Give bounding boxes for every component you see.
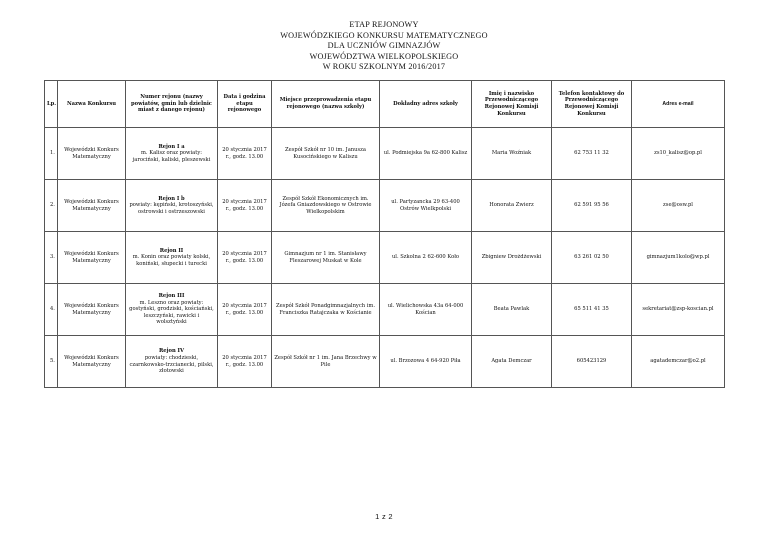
region-title: Rejon I b [158, 195, 185, 202]
cell-contest: Wojewódzki Konkurs Matematyczny [58, 336, 126, 388]
cell-chair: Agata Demczar [472, 336, 552, 388]
title-line: WOJEWÓDZTWA WIELKOPOLSKIEGO [309, 51, 459, 61]
cell-venue: Zespół Szkół Ponadgimnazjalnych im. Franciszka Ratajczaka w Kościanie [272, 284, 380, 336]
region-desc: powiaty: chodzieski, czarnkowsko-trzcianecki, pilski, złotowski [129, 354, 214, 375]
cell-address: ul. Wielichowska 43a 64-000 Kościan [380, 284, 472, 336]
cell-region [126, 336, 218, 388]
cell-phone: 605423129 [552, 336, 632, 388]
cell-date: 20 stycznia 2017 r., godz. 13.00 [218, 336, 272, 388]
table-row [45, 232, 725, 284]
header-lp: Lp. [45, 81, 58, 128]
cell-venue: Zespół Szkół nr 1 im. Jana Brzechwy w Pile [272, 336, 380, 388]
cell-lp: 5. [45, 336, 58, 388]
cell-address: ul. Szkolna 2 62-600 Koło [380, 232, 472, 284]
cell-contest: Wojewódzki Konkurs Matematyczny [58, 232, 126, 284]
cell-region [126, 284, 218, 336]
header-region: Numer rejonu (nazwy powiatów, gmin lub dzielnic miast z danego rejonu) [126, 81, 218, 128]
cell-venue: Gimnazjum nr 1 im. Stanisławy Fleszarowej Muskat w Kole [272, 232, 380, 284]
cell-date: 20 stycznia 2017 r., godz. 13.00 [218, 180, 272, 232]
title-line: WOJEWÓDZKIEGO KONKURSU MATEMATYCZNEGO [280, 30, 488, 40]
cell-date: 20 stycznia 2017 r., godz. 13.00 [218, 128, 272, 180]
table-row [45, 336, 725, 388]
cell-contest: Wojewódzki Konkurs Matematyczny [58, 180, 126, 232]
document-title [0, 20, 768, 73]
cell-contest: Wojewódzki Konkurs Matematyczny [58, 128, 126, 180]
cell-lp: 4. [45, 284, 58, 336]
title-line: ETAP REJONOWY [349, 20, 419, 29]
cell-region [126, 232, 218, 284]
cell-address: ul. Podmiejska 9a 62-800 Kalisz [380, 128, 472, 180]
page-indicator: 1 z 2 [375, 512, 393, 521]
cell-address: ul. Partyzancka 29 63-400 Ostrów Wielkpolski [380, 180, 472, 232]
header-date: Data i godzina etapu rejonowego [218, 81, 272, 128]
cell-venue: Zespół Szkół nr 10 im. Janusza Kusocińskiego w Kaliszu [272, 128, 380, 180]
cell-lp: 1. [45, 128, 58, 180]
cell-email: agatademczar@o2.pl [632, 336, 725, 388]
cell-region [126, 128, 218, 180]
cell-contest: Wojewódzki Konkurs Matematyczny [58, 284, 126, 336]
cell-lp: 2. [45, 180, 58, 232]
cell-phone: 63 261 02 50 [552, 232, 632, 284]
cell-chair: Maria Woźniak [472, 128, 552, 180]
cell-address: ul. Brzozowa 4 64-920 Piła [380, 336, 472, 388]
region-title: Rejon I a [158, 143, 185, 150]
cell-venue: Zespół Szkół Ekonomicznych im. Józefa Gniazdowskiego w Ostrowie Wielkopolskim [272, 180, 380, 232]
table-row [45, 284, 725, 336]
contest-schedule-table [44, 80, 725, 388]
cell-email: zse@osw.pl [632, 180, 725, 232]
header-chair: Imię i nazwisko Przewodniczącego Rejonowej Komisji Konkursu [472, 81, 552, 128]
region-title: Rejon II [159, 247, 184, 254]
cell-chair: Honorata Zwierz [472, 180, 552, 232]
cell-date: 20 stycznia 2017 r., godz. 13.00 [218, 232, 272, 284]
region-title: Rejon III [158, 293, 185, 300]
header-phone: Telefon kontaktowy do Przewodniczącego Rejonowej Komisji Konkursu [552, 81, 632, 128]
region-desc: m. Kalisz oraz powiaty: jarociński, kaliski, pleszewski [132, 150, 211, 163]
cell-phone: 65 511 41 35 [552, 284, 632, 336]
cell-lp: 3. [45, 232, 58, 284]
cell-phone: 62 591 95 56 [552, 180, 632, 232]
region-desc: m. Konin oraz powiaty kolski, koniński, słupecki i turecki [132, 254, 211, 267]
header-email: Adres e-mail [632, 81, 725, 128]
cell-chair: Zbigniew Drożdżewski [472, 232, 552, 284]
header-row [45, 81, 725, 128]
cell-date: 20 stycznia 2017 r., godz. 13.00 [218, 284, 272, 336]
cell-phone: 62 753 11 32 [552, 128, 632, 180]
table-row [45, 180, 725, 232]
header-address: Dokładny adres szkoły [380, 81, 472, 128]
cell-email: sekretariat@zsp-koscian.pl [632, 284, 725, 336]
cell-chair: Beata Pawlak [472, 284, 552, 336]
cell-email: gimnazjum1kolo@wp.pl [632, 232, 725, 284]
title-line: DLA UCZNIÓW GIMNAZJÓW [327, 41, 441, 51]
region-desc: m. Leszno oraz powiaty: gostyński, grodziski, kościański, leszczyński, rawicki i wolsztyński [129, 299, 214, 326]
title-line: W ROKU SZKOLNYM 2016/2017 [322, 62, 446, 72]
region-desc: powiaty: kępiński, krotoszyński, ostrowski i ostrzeszowski [129, 202, 214, 215]
header-venue: Miejsce przeprowadzenia etapu rejonowego (nazwa szkoły) [272, 81, 380, 128]
cell-email: zs10_kalisz@op.pl [632, 128, 725, 180]
header-contest: Nazwa Konkursu [58, 81, 126, 128]
table-row [45, 128, 725, 180]
cell-region [126, 180, 218, 232]
region-title: Rejon IV [159, 348, 184, 355]
